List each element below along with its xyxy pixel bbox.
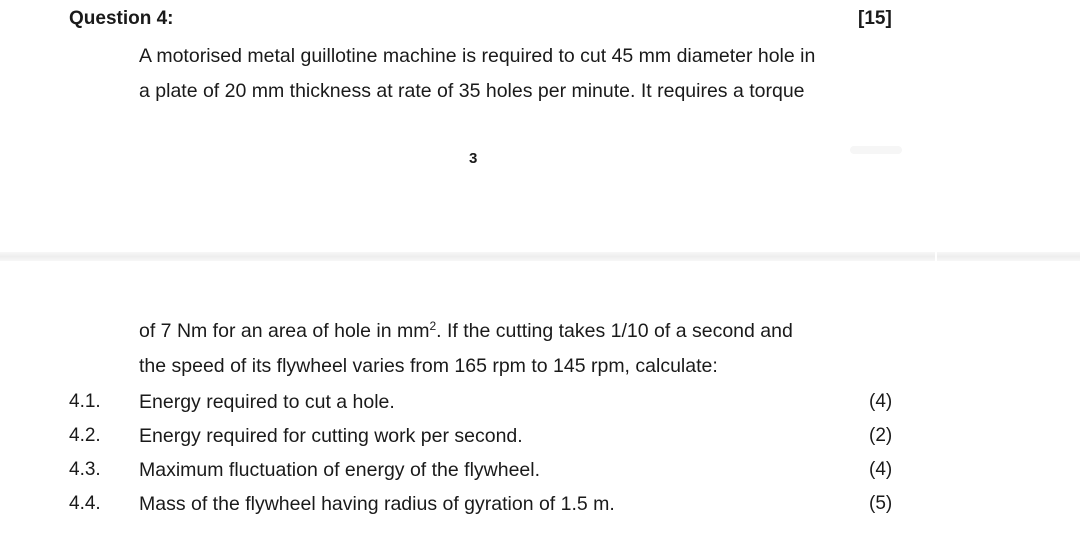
total-marks: [15] (858, 8, 892, 29)
page-number: 3 (469, 150, 478, 167)
superscript-2: 2 (429, 319, 437, 333)
continuation-line-1-suffix: . If the cutting takes 1/10 of a second and (436, 320, 793, 342)
page-break (0, 252, 1080, 261)
subquestion-text: Mass of the flywheel having radius of gyration of 1.5 m. (139, 493, 615, 515)
continuation-line-1-prefix: of 7 Nm for an area of hole in mm (139, 320, 430, 342)
intro-line-1: A motorised metal guillotine machine is required to cut 45 mm diameter hole in (139, 45, 816, 67)
page-seam (935, 252, 937, 261)
scan-smudge (850, 146, 902, 154)
subquestion-text: Energy required for cutting work per second. (139, 425, 523, 447)
subquestion-number: 4.2. (69, 425, 101, 446)
subquestion-text: Maximum fluctuation of energy of the flywheel. (139, 459, 541, 481)
subquestion-marks: (2) (869, 425, 893, 446)
continuation-line-2: the speed of its flywheel varies from 165 rpm to 145 rpm, calculate: (139, 355, 718, 377)
subquestion-number: 4.4. (69, 493, 101, 514)
question-title: Question 4: (69, 8, 174, 29)
subquestion-marks: (5) (869, 493, 893, 514)
subquestion-number: 4.1. (69, 391, 101, 412)
subquestion-marks: (4) (869, 459, 893, 480)
intro-line-2: a plate of 20 mm thickness at rate of 35 holes per minute. It requires a torque (139, 80, 805, 102)
subquestion-number: 4.3. (69, 459, 101, 480)
subquestion-text: Energy required to cut a hole. (139, 391, 395, 413)
subquestion-marks: (4) (869, 391, 893, 412)
continuation-line-1 (139, 320, 793, 343)
